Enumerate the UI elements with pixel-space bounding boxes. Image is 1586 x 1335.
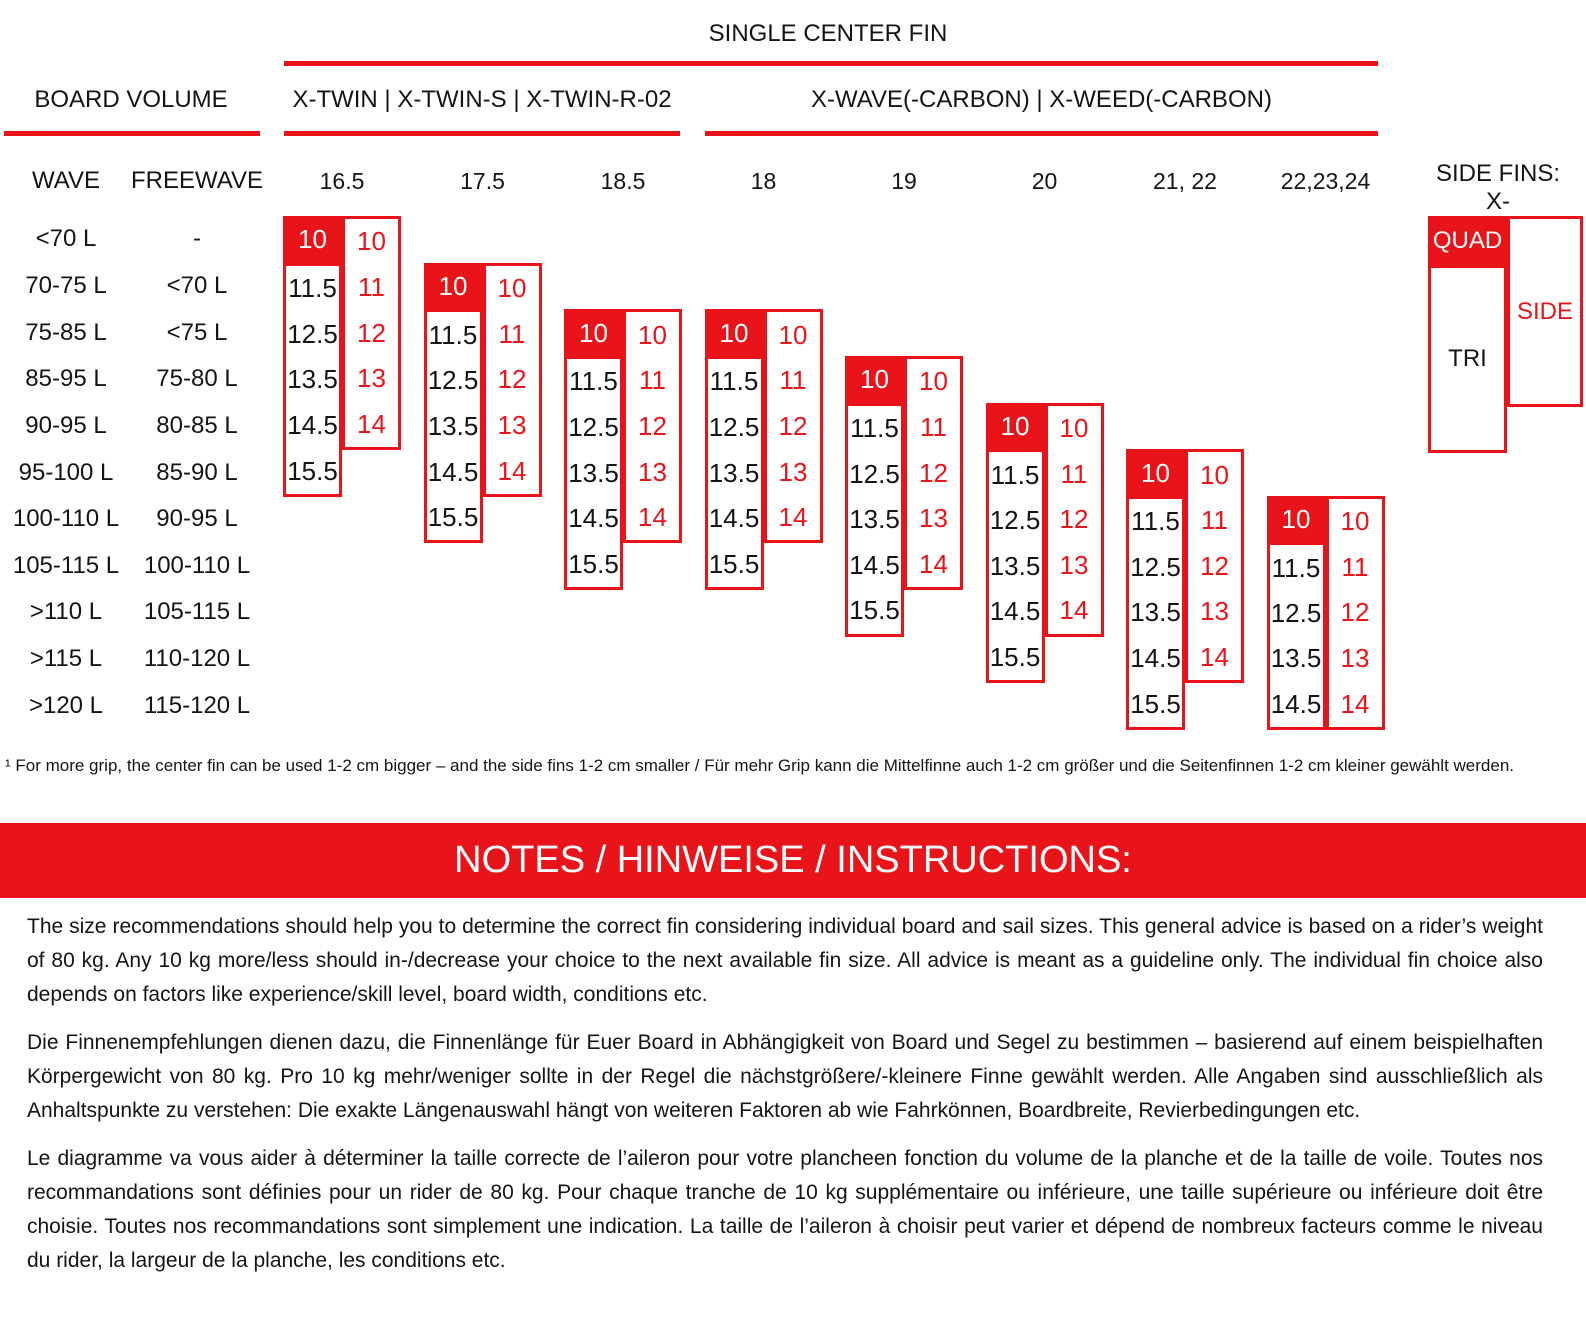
quad-size-cell: 10 bbox=[1126, 449, 1185, 497]
tri-legend-cell: TRI bbox=[1428, 265, 1507, 453]
tri-size-cell: 15.5 bbox=[287, 455, 338, 486]
tri-size-cell: 14.5 bbox=[568, 503, 619, 534]
tri-size-cell: 15.5 bbox=[989, 642, 1041, 673]
notes-banner-title: NOTES / HINWEISE / INSTRUCTIONS: bbox=[454, 839, 1132, 881]
tri-size-cell: 12.5 bbox=[568, 411, 619, 442]
quad-size-cell: 10 bbox=[283, 216, 342, 264]
tri-size-column bbox=[845, 403, 904, 637]
tri-size-column bbox=[283, 263, 342, 497]
side-size-cell: 12 bbox=[1059, 504, 1089, 535]
side-size-column bbox=[1045, 403, 1104, 637]
tri-size-cell: 14.5 bbox=[1130, 643, 1181, 674]
tri-size-cell: 14.5 bbox=[708, 503, 760, 534]
quad-size-cell: 10 bbox=[564, 309, 623, 357]
notes-paragraph: Die Finnenempfehlungen dienen dazu, die Finnenlänge für Euer Board in Abhängigkeit von Board und Segel zu bestimmen – basierend auf einem beispielhaften Körpergewicht von 80 kg. Pro 10 kg mehr/weniger sollte in der Regel die nächstgrößere/-kleinere Finne gewählt werden. Alle Angaben sind ausschließlich als Anhaltspunkte zu verstehen: Die exakte Längenauswahl hängt von weiteren Faktoren ab wie Fahrkönnen, Boardbreite, Revierbedingungen etc. bbox=[27, 1031, 1543, 1122]
wave-volume-label: >115 L bbox=[29, 645, 103, 673]
side-size-cell: 12 bbox=[497, 364, 527, 395]
side-size-cell: 12 bbox=[919, 457, 948, 488]
tri-size-cell: 12.5 bbox=[427, 365, 479, 396]
quad-size-cell: 10 bbox=[705, 309, 764, 357]
notes-banner bbox=[0, 823, 1586, 898]
freewave-volume-label: 105-115 L bbox=[143, 598, 251, 626]
tri-size-cell: 13.5 bbox=[708, 457, 760, 488]
notes-paragraph: The size recommendations should help you to determine the correct fin considering individual board and sail sizes. This general advice is based on a rider’s weight of 80 kg. Any 10 kg more/less should in-/decrease your choice to the next available fin size. All advice is meant as a guideline only. The individual fin choice also depends on factors like experience/skill level, board width, conditions etc. bbox=[27, 915, 1543, 1006]
side-size-cell: 10 bbox=[1059, 412, 1089, 443]
freewave-column-header: FREEWAVE bbox=[130, 167, 263, 194]
side-size-cell: 10 bbox=[778, 319, 808, 350]
tri-size-cell: 12.5 bbox=[708, 411, 760, 442]
tri-size-cell: 12.5 bbox=[1270, 598, 1322, 629]
side-size-cell: 12 bbox=[638, 410, 667, 441]
tri-size-cell: 14.5 bbox=[849, 549, 900, 580]
side-size-cell: 11 bbox=[358, 271, 385, 302]
side-legend-cell: SIDE bbox=[1507, 216, 1583, 407]
wave-volume-label: 105-115 L bbox=[12, 551, 120, 579]
sail-size-label: 16.5 bbox=[319, 168, 365, 194]
side-size-cell: 14 bbox=[1059, 595, 1089, 626]
tri-size-cell: 13.5 bbox=[1130, 597, 1181, 628]
tri-size-cell: 11.5 bbox=[288, 272, 337, 303]
tri-size-cell: 15.5 bbox=[708, 548, 760, 579]
side-size-cell: 12 bbox=[1340, 597, 1370, 628]
side-fins-subtitle: X- bbox=[1486, 188, 1510, 215]
wave-models-rule bbox=[705, 131, 1378, 136]
board-volume-header: BOARD VOLUME bbox=[34, 86, 228, 113]
side-size-column bbox=[1326, 496, 1385, 730]
tri-size-cell: 11.5 bbox=[569, 366, 618, 397]
quad-size-cell: 10 bbox=[845, 356, 904, 404]
tri-size-column bbox=[1126, 496, 1185, 730]
side-size-cell: 11 bbox=[639, 365, 666, 396]
tri-size-cell: 13.5 bbox=[287, 364, 338, 395]
sail-size-label: 22,23,24 bbox=[1280, 168, 1371, 194]
tri-size-cell: 11.5 bbox=[1271, 552, 1321, 583]
wave-volume-label: >110 L bbox=[29, 598, 103, 626]
tri-size-column bbox=[986, 449, 1045, 683]
freewave-volume-label: 80-85 L bbox=[156, 411, 238, 439]
sail-size-label: 19 bbox=[891, 168, 917, 194]
sail-size-label: 18.5 bbox=[600, 168, 646, 194]
board-volume-rule bbox=[4, 131, 260, 136]
wave-volume-label: <70 L bbox=[35, 225, 97, 253]
notes-paragraph: Le diagramme va vous aider à déterminer la taille correcte de l’aileron pour votre plancheen fonction du volume de la planche et de la taille de voile. Toutes nos recommandations sont définies pour un rider de 80 kg. Pour chaque tranche de 10 kg supplémentaire ou inférieure, une taille supérieure ou inférieure doit être choisie. Toutes nos recommandations sont simplement une indication. La taille de l’aileron à choisir peut varier et dépend de nombreux facteurs comme le niveau du rider, la largeur de la planche, les conditions etc. bbox=[27, 1147, 1543, 1272]
notes-paragraphs bbox=[27, 910, 1543, 1292]
wave-volume-label: 95-100 L bbox=[18, 458, 114, 486]
side-size-cell: 10 bbox=[497, 272, 527, 303]
tri-size-cell: 14.5 bbox=[287, 409, 338, 440]
side-size-cell: 13 bbox=[1059, 549, 1089, 580]
side-size-cell: 14 bbox=[357, 408, 386, 439]
tri-size-cell: 12.5 bbox=[849, 458, 900, 489]
side-size-cell: 11 bbox=[1060, 458, 1088, 489]
wave-models-header: X-WAVE(-CARBON) | X-WEED(-CARBON) bbox=[811, 86, 1272, 113]
side-size-cell: 14 bbox=[497, 455, 527, 486]
side-size-cell: 14 bbox=[638, 502, 667, 533]
tri-size-cell: 13.5 bbox=[427, 410, 479, 441]
side-size-cell: 12 bbox=[357, 317, 386, 348]
twin-models-header: X-TWIN | X-TWIN-S | X-TWIN-R-02 bbox=[292, 86, 672, 113]
side-size-cell: 13 bbox=[357, 363, 386, 394]
title-rule bbox=[284, 61, 1378, 66]
page-title: SINGLE CENTER FIN bbox=[708, 20, 948, 47]
tri-size-column bbox=[705, 356, 764, 590]
tri-size-cell: 15.5 bbox=[427, 502, 479, 533]
freewave-volume-label: 110-120 L bbox=[143, 645, 251, 673]
wave-volume-label: 100-110 L bbox=[12, 505, 120, 533]
side-size-cell: 13 bbox=[497, 409, 527, 440]
freewave-volume-label: 90-95 L bbox=[156, 505, 238, 533]
tri-size-cell: 11.5 bbox=[850, 412, 899, 443]
tri-size-column bbox=[424, 309, 483, 543]
quad-size-cell: 10 bbox=[986, 403, 1045, 451]
sail-size-label: 17.5 bbox=[460, 168, 505, 194]
wave-column-header: WAVE bbox=[31, 167, 100, 194]
wave-volume-label: >120 L bbox=[28, 691, 104, 719]
side-fins-title: SIDE FINS: bbox=[1435, 160, 1561, 187]
tri-size-cell: 11.5 bbox=[1131, 506, 1180, 537]
side-size-cell: 11 bbox=[779, 365, 807, 396]
freewave-volume-label: 85-90 L bbox=[156, 458, 238, 486]
freewave-volume-label: 115-120 L bbox=[143, 691, 251, 719]
wave-volume-label: 75-85 L bbox=[25, 318, 107, 346]
tri-size-cell: 11.5 bbox=[428, 319, 478, 350]
tri-size-cell: 15.5 bbox=[1130, 688, 1181, 719]
side-size-cell: 13 bbox=[778, 456, 808, 487]
side-size-column bbox=[483, 263, 542, 497]
side-size-cell: 11 bbox=[498, 318, 526, 349]
sail-size-label: 18 bbox=[750, 168, 777, 194]
side-size-column bbox=[623, 309, 682, 543]
side-size-column bbox=[904, 356, 963, 590]
side-size-cell: 11 bbox=[920, 411, 947, 442]
side-size-cell: 13 bbox=[1200, 596, 1229, 627]
side-size-cell: 13 bbox=[1340, 643, 1370, 674]
side-size-cell: 11 bbox=[1341, 551, 1369, 582]
freewave-volume-label: 75-80 L bbox=[156, 365, 238, 393]
wave-volume-label: 70-75 L bbox=[25, 271, 107, 299]
footnote: ¹ For more grip, the center fin can be used 1-2 cm bigger – and the side fins 1-2 cm smaller / Für mehr Grip kann die Mittelfinne auch 1-2 cm größer und die Seitenfinnen 1-2 cm kleiner gewählt werden. bbox=[5, 756, 1514, 775]
wave-volume-label: 90-95 L bbox=[25, 411, 107, 439]
freewave-volume-label: 100-110 L bbox=[143, 551, 251, 579]
freewave-volume-label: <75 L bbox=[166, 318, 228, 346]
tri-size-cell: 13.5 bbox=[849, 504, 900, 535]
side-size-cell: 10 bbox=[1340, 506, 1370, 537]
side-size-cell: 10 bbox=[919, 366, 948, 397]
side-size-cell: 13 bbox=[638, 456, 667, 487]
twin-models-rule bbox=[284, 131, 680, 136]
tri-size-cell: 13.5 bbox=[568, 457, 619, 488]
tri-size-cell: 14.5 bbox=[989, 596, 1041, 627]
side-size-column bbox=[342, 216, 401, 450]
side-size-cell: 11 bbox=[1201, 505, 1228, 536]
tri-size-cell: 14.5 bbox=[1270, 688, 1322, 719]
side-size-cell: 10 bbox=[357, 226, 386, 257]
tri-size-cell: 11.5 bbox=[709, 366, 759, 397]
tri-size-cell: 12.5 bbox=[989, 505, 1041, 536]
tri-size-cell: 14.5 bbox=[427, 456, 479, 487]
tri-size-cell: 15.5 bbox=[849, 595, 900, 626]
sail-size-label: 20 bbox=[1031, 168, 1058, 194]
side-size-cell: 14 bbox=[1340, 688, 1370, 719]
quad-legend-cell: QUAD bbox=[1428, 216, 1507, 265]
side-size-cell: 12 bbox=[778, 410, 808, 441]
sail-size-label: 21, 22 bbox=[1153, 168, 1217, 194]
side-size-cell: 14 bbox=[1200, 642, 1229, 673]
wave-volume-label: 85-95 L bbox=[25, 365, 107, 393]
side-size-cell: 10 bbox=[1200, 459, 1229, 490]
side-size-cell: 14 bbox=[778, 502, 808, 533]
tri-size-cell: 12.5 bbox=[287, 318, 338, 349]
tri-size-cell: 13.5 bbox=[989, 550, 1041, 581]
tri-size-column bbox=[564, 356, 623, 590]
tri-size-cell: 12.5 bbox=[1130, 551, 1181, 582]
freewave-volume-label: <70 L bbox=[166, 271, 228, 299]
quad-size-cell: 10 bbox=[1267, 496, 1326, 544]
side-size-cell: 14 bbox=[919, 548, 948, 579]
freewave-volume-label: - bbox=[193, 225, 201, 253]
tri-size-cell: 13.5 bbox=[1270, 643, 1322, 674]
tri-size-cell: 11.5 bbox=[990, 459, 1040, 490]
side-size-column bbox=[1185, 449, 1244, 683]
tri-size-cell: 15.5 bbox=[568, 548, 619, 579]
side-size-column bbox=[764, 309, 823, 543]
side-size-cell: 10 bbox=[638, 319, 667, 350]
quad-size-cell: 10 bbox=[424, 263, 483, 311]
side-size-cell: 13 bbox=[919, 503, 948, 534]
tri-size-column bbox=[1267, 542, 1326, 730]
side-size-cell: 12 bbox=[1200, 550, 1229, 581]
